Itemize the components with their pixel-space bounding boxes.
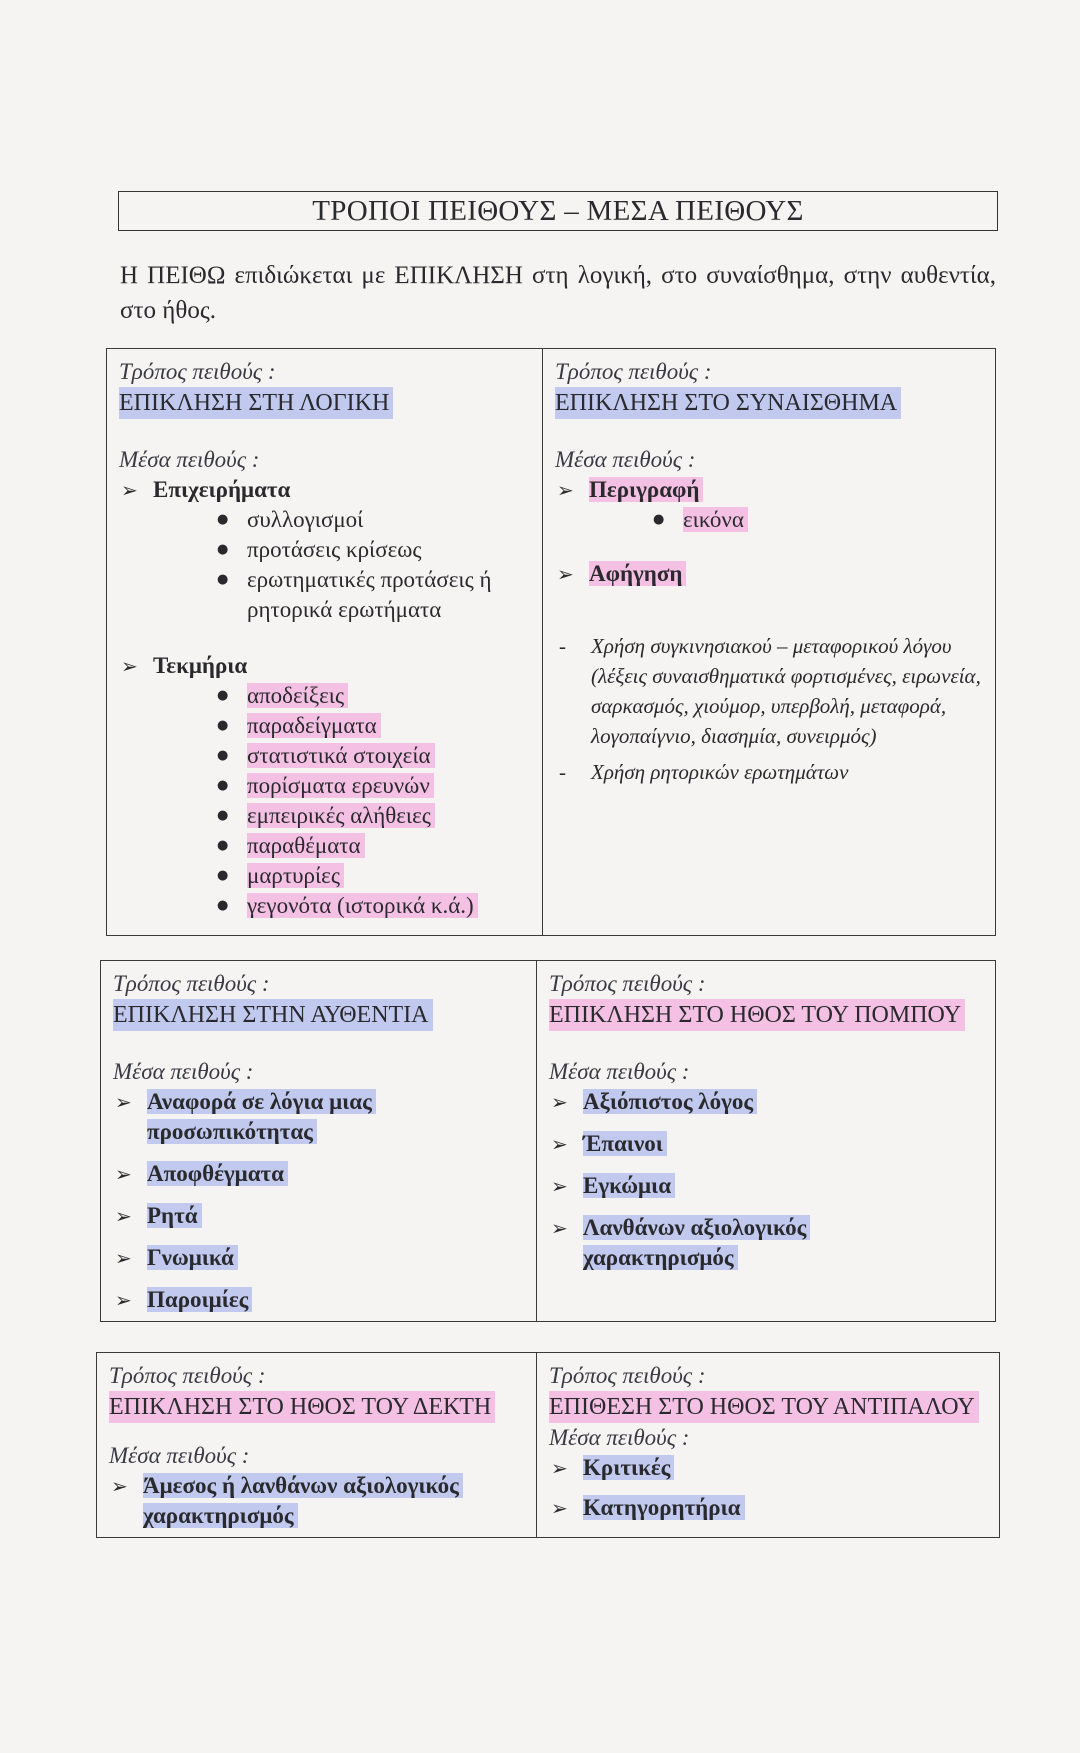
mode-label: Τρόπος πειθούς : [549,1363,706,1388]
evidence-list [153,681,532,921]
arguments-label: Επιχειρήματα [153,477,291,502]
table-authority-speaker [100,960,996,1322]
appeal-logic: ΕΠΙΚΛΗΣΗ ΣΤΗ ΛΟΓΙΚΗ [119,387,393,419]
list-item: ➢ Αποφθέγματα [113,1159,526,1189]
mode-label: Τρόπος πειθούς : [109,1363,266,1388]
logic-means-list [119,475,532,921]
list-item: ● παραδείγματα [217,711,532,741]
list-item: ● παραθέματα [217,831,532,861]
means-label: Μέσα πειθούς : [549,1425,690,1450]
mode-label: Τρόπος πειθούς : [119,359,276,384]
list-item: ➢ Παροιμίες [113,1285,526,1315]
cell-logic [107,349,543,935]
appeal-authority: ΕΠΙΚΛΗΣΗ ΣΤΗΝ ΑΥΘΕΝΤΙΑ [113,999,433,1031]
emotion-notes [555,631,985,787]
list-item: ➢ Κατηγορητήρια [549,1493,989,1523]
mode-label: Τρόπος πειθούς : [549,971,706,996]
table-receiver-opponent [96,1352,1000,1538]
appeal-emotion: ΕΠΙΚΛΗΣΗ ΣΤΟ ΣΥΝΑΙΣΘΗΜΑ [555,387,901,419]
list-item: ➢ Αξιόπιστος λόγος [549,1087,985,1117]
means-label: Μέσα πειθούς : [119,447,260,472]
receiver-means-list [109,1471,526,1531]
list-item: - Χρήση συγκινησιακού – μεταφορικού λόγου (λέξεις συναισθηματικά φορτισμένες, ειρωνεία, σαρκασμός, χιούμορ, υπερβολή, μεταφορά, λογοπαίγνιο, διασημία, συνειρμός) [555,631,985,751]
cell-authority [101,961,537,1321]
list-item: ➢ Ρητά [113,1201,526,1231]
means-label: Μέσα πειθούς : [555,447,696,472]
list-item: ● εμπειρικές αλήθειες [217,801,532,831]
cell-emotion [543,349,995,935]
list-item: ● αποδείξεις [217,681,532,711]
mode-label: Τρόπος πειθούς : [113,971,270,996]
list-item: - Χρήση ρητορικών ερωτημάτων [555,757,985,787]
mode-label: Τρόπος πειθούς : [555,359,712,384]
list-item: ● πορίσματα ερευνών [217,771,532,801]
narration-label: Αφήγηση [589,561,686,586]
list-item: ➢ Κριτικές [549,1453,989,1483]
list-item: ● εικόνα [653,505,985,535]
list-item: ● ερωτηματικές προτάσεις ή ρητορικά ερωτήματα [217,565,532,625]
evidence-label: Τεκμήρια [153,653,248,678]
list-item: ➢ Λανθάνων αξιολογικός χαρακτηρισμός [549,1213,985,1273]
appeal-opponent: ΕΠΙΘΕΣΗ ΣΤΟ ΗΘΟΣ ΤΟΥ ΑΝΤΙΠΑΛΟΥ [549,1391,979,1423]
intro-paragraph: Η ΠΕΙΘΩ επιδιώκεται με ΕΠΙΚΛΗΣΗ στη λογική, στο συναίσθημα, στην αυθεντία, στο ήθος. [120,262,996,324]
list-item: ● γεγονότα (ιστορικά κ.ά.) [217,891,532,921]
list-item: ➢ Εγκώμια [549,1171,985,1201]
list-item: ● προτάσεις κρίσεως [217,535,532,565]
list-item: ➢ Άμεσος ή λανθάνων αξιολογικός χαρακτηρισμός [109,1471,526,1531]
means-evidence [119,651,532,921]
list-item: ● στατιστικά στοιχεία [217,741,532,771]
means-label: Μέσα πειθούς : [113,1059,254,1084]
table-logic-emotion [106,348,996,936]
means-label: Μέσα πειθούς : [109,1443,250,1468]
authority-means-list [113,1087,526,1315]
means-description [555,475,985,535]
emotion-means-list [555,475,985,589]
title-text: ΤΡΟΠΟΙ ΠΕΙΘΟΥΣ – ΜΕΣΑ ΠΕΙΘΟΥΣ [312,194,804,227]
appeal-speaker: ΕΠΙΚΛΗΣΗ ΣΤΟ ΗΘΟΣ ΤΟΥ ΠΟΜΠΟΥ [549,999,965,1031]
document-title [118,191,998,231]
means-label: Μέσα πειθούς : [549,1059,690,1084]
opponent-means-list [549,1453,989,1523]
appeal-receiver: ΕΠΙΚΛΗΣΗ ΣΤΟ ΗΘΟΣ ΤΟΥ ΔΕΚΤΗ [109,1391,495,1423]
list-item: ➢ Έπαινοι [549,1129,985,1159]
list-item: ➢ Αναφορά σε λόγια μιας προσωπικότητας [113,1087,526,1147]
list-item: ➢ Γνωμικά [113,1243,526,1273]
means-arguments [119,475,532,625]
cell-opponent [537,1353,999,1537]
description-label: Περιγραφή [589,477,703,502]
list-item: ● συλλογισμοί [217,505,532,535]
speaker-means-list [549,1087,985,1273]
list-item: ● μαρτυρίες [217,861,532,891]
cell-receiver [97,1353,537,1537]
description-list [589,505,985,535]
arguments-list [153,505,532,625]
cell-speaker [537,961,995,1321]
means-narration [555,559,985,589]
